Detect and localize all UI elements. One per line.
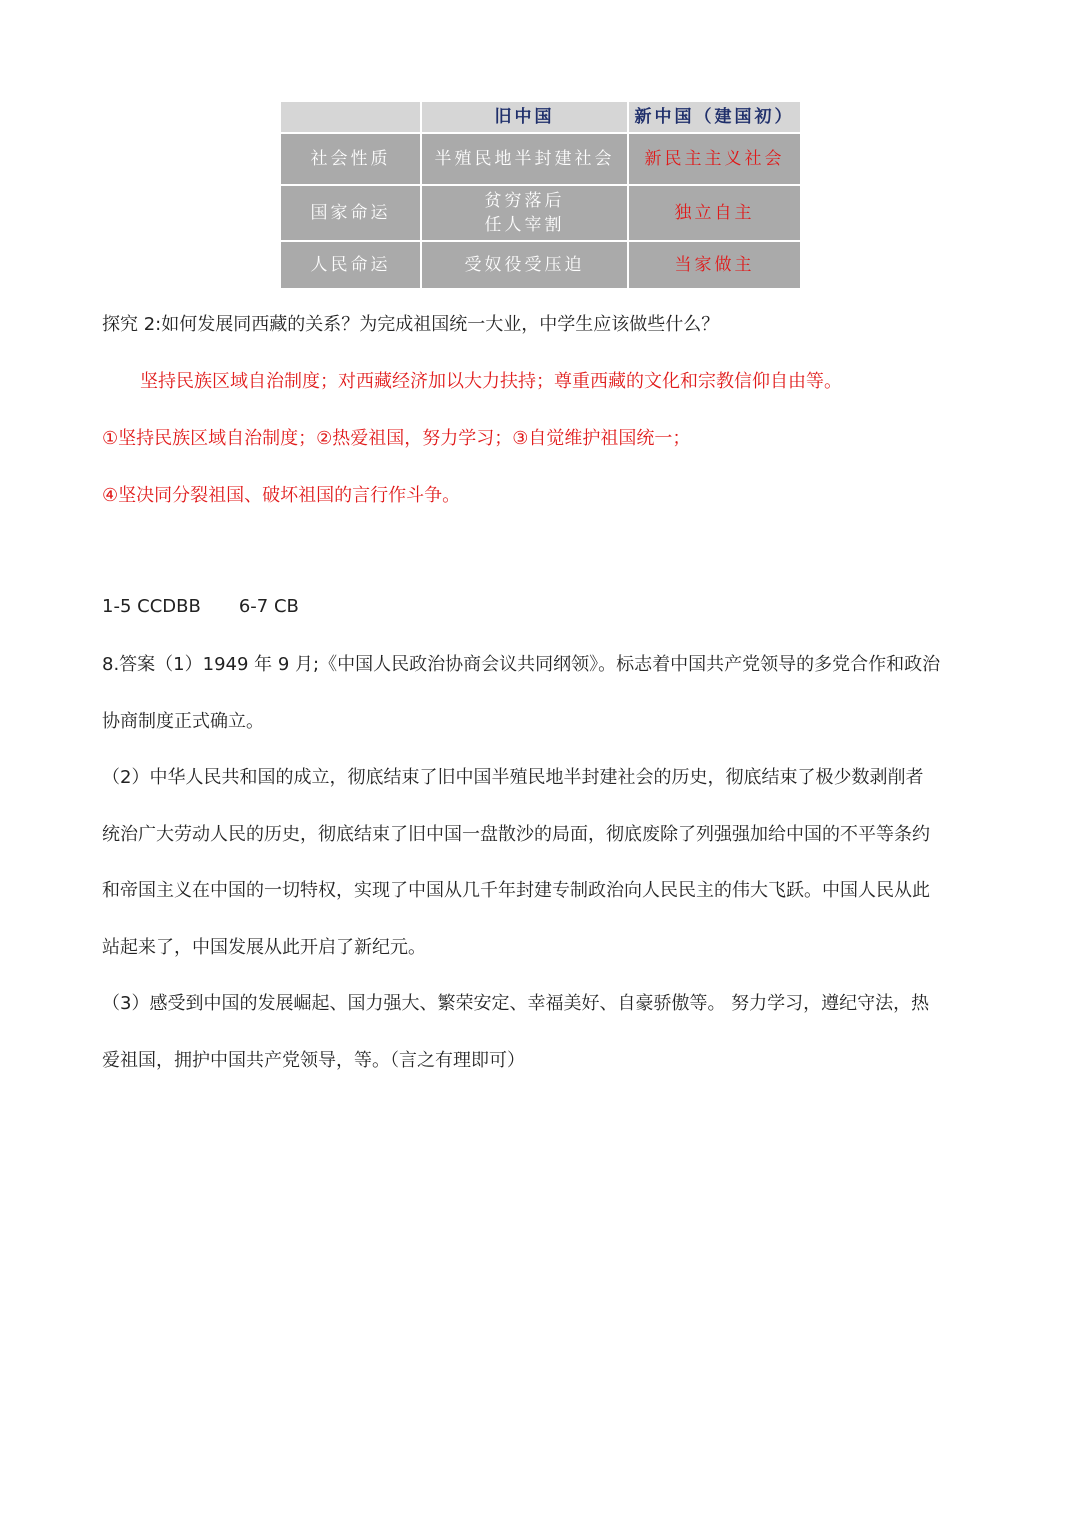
table-header-row (280, 101, 801, 133)
old-china-cell (421, 185, 628, 241)
header-cell-old-china: 旧中国 (421, 101, 628, 133)
q8-line: 和帝国主义在中国的一切特权，实现了中国从几千年封建专制政治向人民民主的伟大飞跃。中国人民从此 (102, 880, 930, 901)
cell-text: 半殖民地半封建社会 (434, 149, 615, 169)
comparison-table (279, 100, 802, 290)
explore2-question: 探究 2:如何发展同西藏的关系？为完成祖国统一大业，中学生应该做些什么？ (102, 314, 720, 335)
row-label: 人民命运 (280, 241, 421, 289)
choice-answers (102, 595, 299, 619)
new-china-cell: 新民主主义社会 (628, 133, 801, 185)
table-row (280, 241, 801, 289)
q8-line: 爱祖国，拥护中国共产党领导，等。（言之有理即可） (102, 1050, 525, 1071)
table-row (280, 185, 801, 241)
q8-line: 统治广大劳动人民的历史，彻底结束了旧中国一盘散沙的局面，彻底废除了列强强加给中国的不平等条约 (102, 824, 930, 845)
q8-line: 8.答案（1）1949 年 9 月;《中国人民政治协商会议共同纲领》。标志着中国共产党领导的多党合作和政治 (102, 654, 941, 675)
explore2-answer-2: ①坚持民族区域自治制度；②热爱祖国，努力学习；③自觉维护祖国统一； (102, 428, 691, 449)
new-china-cell: 独立自主 (628, 185, 801, 241)
explore2-answer-3: ④坚决同分裂祖国、破坏祖国的言行作斗争。 (102, 485, 461, 506)
explore2-answer-1: 坚持民族区域自治制度；对西藏经济加以大力扶持；尊重西藏的文化和宗教信仰自由等。 (140, 371, 842, 392)
row-label: 社会性质 (280, 133, 421, 185)
choice-answers-6-7: 6-7 CB (238, 596, 299, 617)
q8-line: （3）感受到中国的发展崛起、国力强大、繁荣安定、幸福美好、自豪骄傲等。 努力学习，遵纪守法，热 (102, 993, 930, 1014)
q8-line: （2）中华人民共和国的成立，彻底结束了旧中国半殖民地半封建社会的历史，彻底结束了极少数剥削者 (102, 767, 924, 788)
table-row (280, 133, 801, 185)
new-china-cell: 当家做主 (628, 241, 801, 289)
choice-answers-1-5: 1-5 CCDBB (102, 596, 201, 617)
old-china-cell (421, 133, 628, 185)
q8-line: 协商制度正式确立。 (102, 711, 264, 732)
row-label: 国家命运 (280, 185, 421, 241)
cell-text: 贫穷落后 (484, 191, 565, 211)
cell-text: 受奴役受压迫 (464, 255, 585, 275)
q8-line: 站起来了，中国发展从此开启了新纪元。 (102, 937, 426, 958)
cell-text: 任人宰割 (484, 215, 565, 235)
header-cell-empty (280, 101, 421, 133)
old-china-cell (421, 241, 628, 289)
header-cell-new-china: 新中国（建国初） (628, 101, 801, 133)
